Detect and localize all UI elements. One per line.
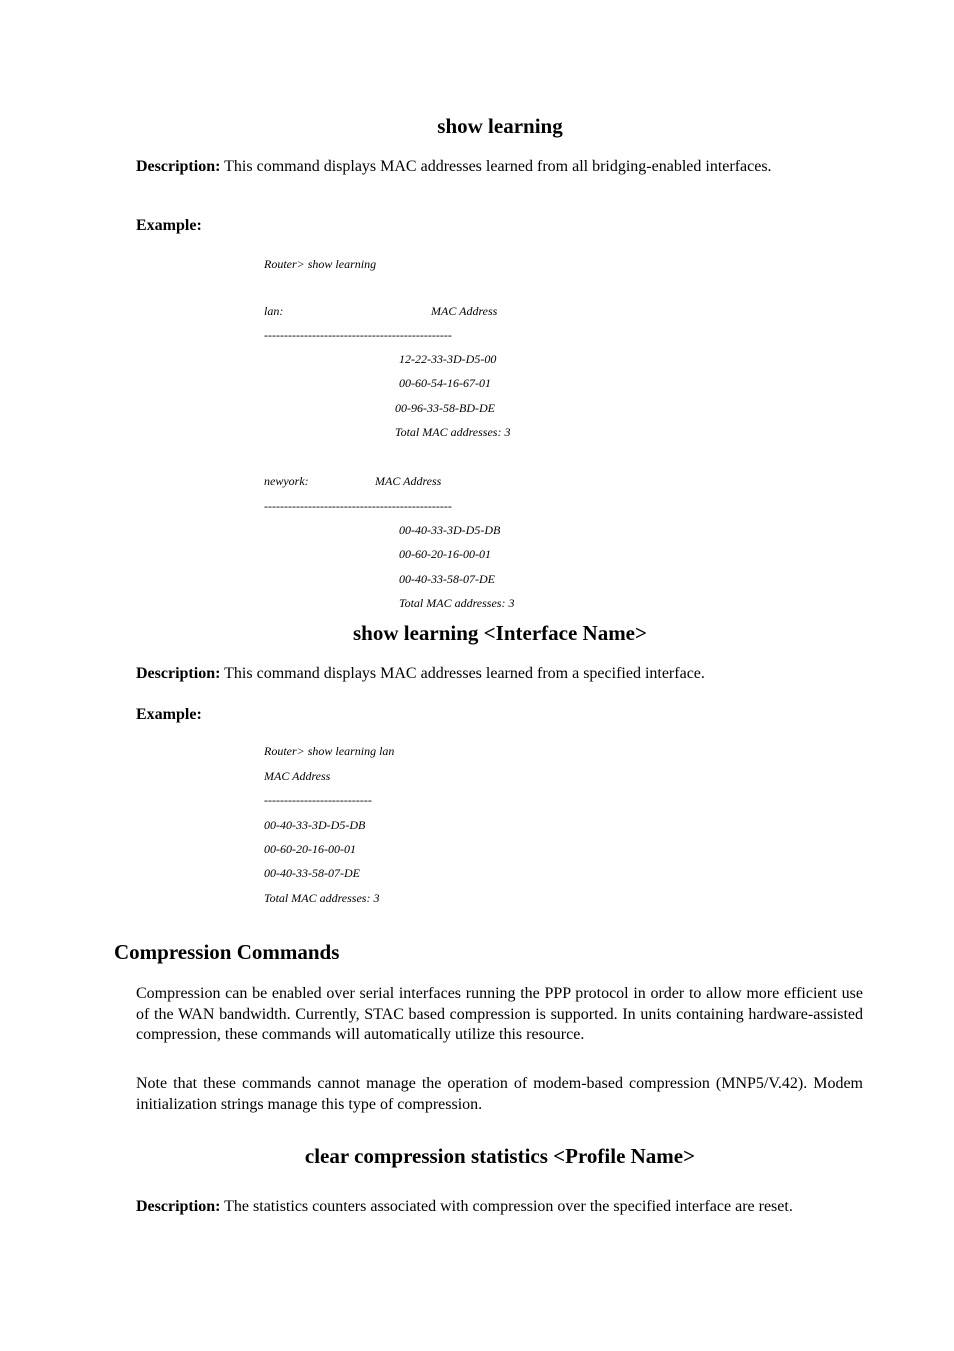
section-title-clear-compression: clear compression statistics <Profile Name> — [304, 1144, 696, 1168]
mac-address: 12-22-33-3D-D5-00 — [399, 352, 497, 366]
mac-address: 00-40-33-3D-D5-DB — [264, 818, 366, 832]
mac-address: 00-96-33-58-BD-DE — [395, 401, 495, 415]
mac-header: MAC Address — [264, 769, 331, 783]
command-prompt: Router> show learning — [264, 257, 377, 271]
command-prompt: Router> show learning lan — [264, 744, 395, 758]
mac-address: 00-60-20-16-00-01 — [264, 842, 356, 856]
mac-address: 00-60-54-16-67-01 — [399, 376, 491, 390]
description-text: This command displays MAC addresses learned from all bridging-enabled interfaces. — [224, 158, 772, 175]
mac-header: MAC Address — [375, 474, 442, 488]
example-label: Example: — [136, 706, 202, 723]
mac-address: 00-60-20-16-00-01 — [399, 547, 491, 561]
divider: --------------------------- — [264, 793, 372, 807]
mac-header: MAC Address — [431, 304, 498, 318]
compression-paragraph: Compression can be enabled over serial interfaces running the PPP protocol in order to allow more efficient use of the WAN bandwidth. Currently, STAC based compression is supported. In units containing hardware-assisted compression, these commands will automatically utilize this resource. — [136, 985, 863, 1043]
compression-note-paragraph: Note that these commands cannot manage the operation of modem-based compression (MNP5/V.42). Modem initialization strings manage this type of compression. — [136, 1075, 863, 1113]
section-title-show-learning-interface: show learning <Interface Name> — [353, 621, 647, 645]
interface-name: newyork: — [264, 474, 309, 488]
example-label: Example: — [136, 217, 202, 234]
divider: ----------------------------------------------- — [264, 499, 452, 513]
mac-address: 00-40-33-58-07-DE — [399, 572, 495, 586]
compression-commands-heading: Compression Commands — [114, 940, 340, 964]
description-label: Description: — [136, 1198, 221, 1215]
description-show-learning — [136, 158, 772, 176]
mac-total: Total MAC addresses: 3 — [264, 891, 380, 905]
interface-name: lan: — [264, 304, 284, 318]
description-label: Description: — [136, 665, 221, 682]
mac-total: Total MAC addresses: 3 — [399, 596, 515, 610]
divider: ----------------------------------------------- — [264, 328, 452, 342]
description-text: The statistics counters associated with compression over the specified interface are reset. — [224, 1198, 793, 1215]
description-show-learning-interface — [136, 665, 705, 683]
mac-total: Total MAC addresses: 3 — [395, 425, 511, 439]
section-title-show-learning: show learning — [437, 114, 563, 138]
description-label: Description: — [136, 158, 221, 175]
description-text: This command displays MAC addresses learned from a specified interface. — [224, 665, 705, 682]
description-clear-compression — [136, 1198, 793, 1216]
mac-address: 00-40-33-3D-D5-DB — [399, 523, 501, 537]
mac-address: 00-40-33-58-07-DE — [264, 866, 360, 880]
